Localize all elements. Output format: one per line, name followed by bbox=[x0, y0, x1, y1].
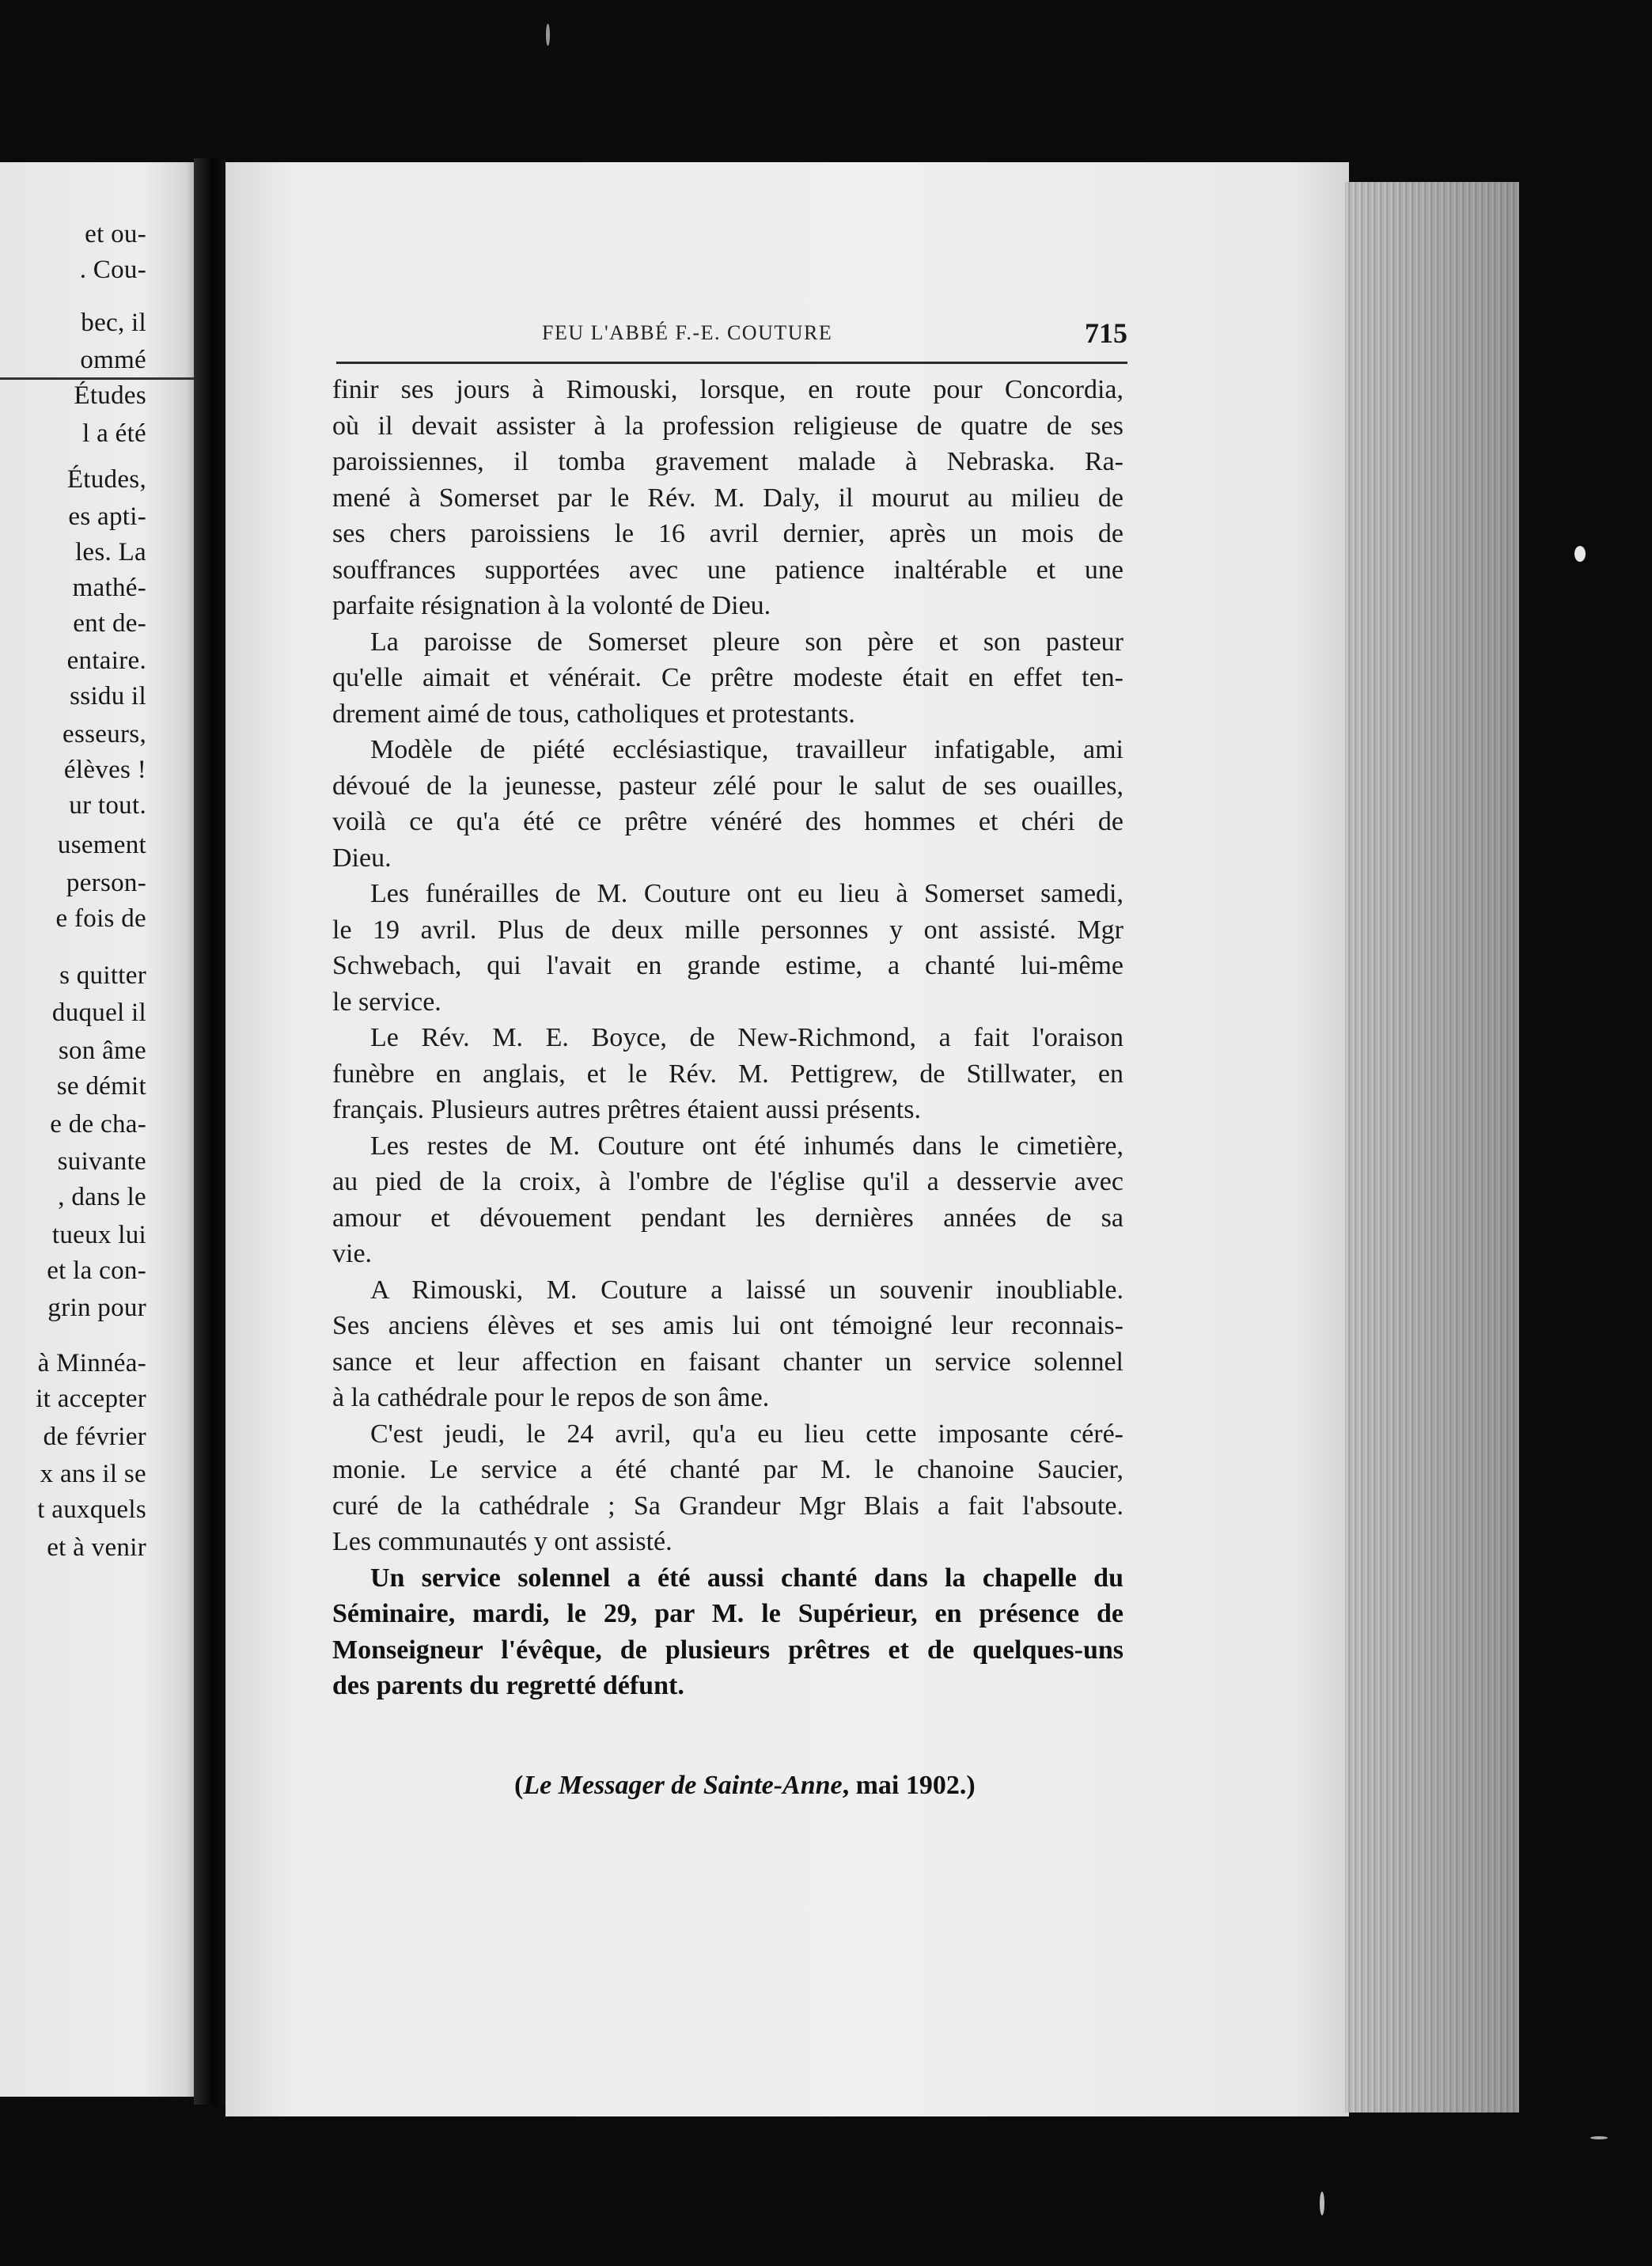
left-page-line: esseurs, bbox=[63, 720, 146, 748]
paragraph bbox=[332, 732, 1123, 876]
left-page-line: les. La bbox=[74, 538, 146, 566]
source-publication: Le Messager de Sainte-Anne bbox=[523, 1771, 843, 1800]
left-page-line: e de cha- bbox=[50, 1110, 146, 1139]
paragraph-line: français. Plusieurs autres prêtres étaient aussi présents. bbox=[332, 1095, 921, 1124]
paragraph-line: souffrances supportées avec une patience inaltérable et une bbox=[332, 555, 1123, 585]
left-page-line: ssidu il bbox=[70, 682, 146, 710]
body-text bbox=[332, 372, 1123, 1704]
paragraph-line: où il devait assister à la profession religieuse de quatre de ses bbox=[332, 411, 1123, 441]
paragraph-line: finir ses jours à Rimouski, lorsque, en route pour Concordia, bbox=[332, 375, 1123, 404]
left-page-line: duquel il bbox=[51, 998, 146, 1027]
left-page-line: it accepter bbox=[36, 1385, 146, 1413]
left-page-line: . Cou- bbox=[79, 256, 146, 284]
left-page-line: de février bbox=[43, 1423, 146, 1451]
left-page-line: tueux lui bbox=[51, 1221, 146, 1249]
paragraph bbox=[332, 1272, 1123, 1416]
paragraph-line: sance et leur affection en faisant chanter un service solennel bbox=[332, 1347, 1123, 1377]
left-page-line: x ans il se bbox=[40, 1460, 146, 1488]
paragraph-line: Séminaire, mardi, le 29, par M. le Supérieur, en présence de bbox=[332, 1599, 1123, 1628]
paragraph-line: au pied de la croix, à l'ombre de l'église qu'il a desservie avec bbox=[332, 1167, 1123, 1196]
book-gutter bbox=[194, 158, 225, 2105]
source-open: ( bbox=[514, 1771, 524, 1800]
paragraph bbox=[332, 876, 1123, 1020]
paragraph-line: curé de la cathédrale ; Sa Grandeur Mgr Blais a fait l'absoute. bbox=[332, 1491, 1123, 1521]
paragraph-line: funèbre en anglais, et le Rév. M. Pettigrew, de Stillwater, en bbox=[332, 1059, 1123, 1089]
left-page-line: grin pour bbox=[47, 1294, 146, 1322]
paragraph-line: Ses anciens élèves et ses amis lui ont témoigné leur reconnais- bbox=[332, 1311, 1123, 1340]
left-page-line: suivante bbox=[57, 1147, 146, 1176]
left-page-line: élèves ! bbox=[63, 756, 146, 784]
left-page-rule bbox=[0, 377, 194, 380]
paragraph-line: paroissiennes, il tomba gravement malade à Nebraska. Ra- bbox=[332, 447, 1123, 476]
paragraph-line: qu'elle aimait et vénérait. Ce prêtre modeste était en effet ten- bbox=[332, 663, 1123, 692]
paragraph-line: Modèle de piété ecclésiastique, travailleur infatigable, ami bbox=[370, 735, 1123, 764]
left-page-line: Études, bbox=[66, 465, 146, 494]
paragraph-line: à la cathédrale pour le repos de son âme. bbox=[332, 1383, 770, 1412]
left-page-line: ommé bbox=[80, 346, 146, 374]
source-date: , mai 1902.) bbox=[842, 1771, 976, 1800]
left-page-line: mathé- bbox=[72, 574, 146, 602]
left-page-line: usement bbox=[57, 831, 146, 859]
page-edges-shade bbox=[1345, 182, 1519, 2113]
source-citation bbox=[514, 1771, 976, 1801]
paragraph-line: Les communautés y ont assisté. bbox=[332, 1527, 673, 1556]
left-page-line: e fois de bbox=[55, 904, 146, 933]
paragraph bbox=[332, 624, 1123, 733]
dust-speck bbox=[1574, 546, 1586, 562]
left-page-line: son âme bbox=[58, 1036, 146, 1065]
left-page bbox=[0, 162, 202, 2097]
left-page-line: person- bbox=[66, 869, 146, 897]
left-page-line: ent de- bbox=[73, 609, 146, 638]
paragraph-line: dévoué de la jeunesse, pasteur zélé pour le salut de ses ouailles, bbox=[332, 771, 1123, 801]
left-page-line: et ou- bbox=[85, 220, 146, 248]
left-page-line: l a été bbox=[82, 419, 146, 448]
running-title: FEU L'ABBÉ F.-E. COUTURE bbox=[542, 321, 833, 344]
left-page-line: s quitter bbox=[59, 961, 146, 990]
header-rule bbox=[336, 362, 1127, 364]
paragraph-line: C'est jeudi, le 24 avril, qu'a eu lieu cette imposante céré- bbox=[370, 1419, 1123, 1449]
paragraph-line: La paroisse de Somerset pleure son père et son pasteur bbox=[370, 627, 1123, 657]
left-page-line: es apti- bbox=[68, 502, 146, 531]
left-page-line: t auxquels bbox=[37, 1495, 146, 1524]
dust-speck bbox=[1590, 2136, 1608, 2139]
paragraph-line: vie. bbox=[332, 1239, 373, 1268]
paragraph bbox=[332, 1020, 1123, 1128]
paragraph-line: ses chers paroissiens le 16 avril dernier, après un mois de bbox=[332, 519, 1123, 548]
paragraph bbox=[332, 372, 1123, 624]
paragraph bbox=[332, 1128, 1123, 1272]
paragraph-line: Les restes de M. Couture ont été inhumés dans le cimetière, bbox=[370, 1131, 1123, 1161]
paragraph-line: voilà ce qu'a été ce prêtre vénéré des hommes et chéri de bbox=[332, 807, 1123, 836]
paragraph-line: mené à Somerset par le Rév. M. Daly, il mourut au milieu de bbox=[332, 483, 1123, 513]
paragraph-line: Les funérailles de M. Couture ont eu lieu à Somerset samedi, bbox=[370, 879, 1123, 908]
left-page-line: entaire. bbox=[66, 646, 146, 675]
paragraph-line: monie. Le service a été chanté par M. le chanoine Saucier, bbox=[332, 1455, 1123, 1484]
left-page-line: bec, il bbox=[81, 309, 146, 337]
paragraph-line: Le Rév. M. E. Boyce, de New-Richmond, a fait l'oraison bbox=[370, 1023, 1123, 1052]
left-page-line: se démit bbox=[56, 1072, 146, 1101]
paragraph bbox=[332, 1416, 1123, 1560]
paragraph-line: parfaite résignation à la volonté de Dieu. bbox=[332, 591, 771, 620]
page-number: 715 bbox=[1085, 317, 1127, 349]
left-page-line: Études bbox=[74, 381, 146, 410]
paragraph-line: le 19 avril. Plus de deux mille personnes y ont assisté. Mgr bbox=[332, 915, 1123, 945]
left-page-line: ur tout. bbox=[69, 791, 146, 820]
paragraph-line: Dieu. bbox=[332, 843, 392, 873]
running-head bbox=[305, 316, 1127, 356]
paragraph-line: le service. bbox=[332, 987, 441, 1017]
paragraph-line: Monseigneur l'évêque, de plusieurs prêtres et de quelques-uns bbox=[332, 1635, 1123, 1665]
dust-speck bbox=[1320, 2192, 1324, 2215]
left-page-line: et à venir bbox=[47, 1533, 146, 1562]
paragraph bbox=[332, 1560, 1123, 1704]
paragraph-line: des parents du regretté défunt. bbox=[332, 1671, 684, 1700]
left-page-line: à Minnéa- bbox=[37, 1349, 146, 1377]
paragraph-line: drement aimé de tous, catholiques et protestants. bbox=[332, 699, 855, 729]
left-page-line: , dans le bbox=[58, 1183, 146, 1211]
paragraph-line: Schwebach, qui l'avait en grande estime, a chanté lui-même bbox=[332, 951, 1123, 980]
paragraph-line: amour et dévouement pendant les dernières années de sa bbox=[332, 1203, 1123, 1233]
paragraph-line: Un service solennel a été aussi chanté dans la chapelle du bbox=[370, 1563, 1123, 1593]
paragraph-line: A Rimouski, M. Couture a laissé un souvenir inoubliable. bbox=[370, 1275, 1123, 1305]
left-page-line: et la con- bbox=[47, 1256, 146, 1285]
dust-speck bbox=[546, 24, 550, 46]
